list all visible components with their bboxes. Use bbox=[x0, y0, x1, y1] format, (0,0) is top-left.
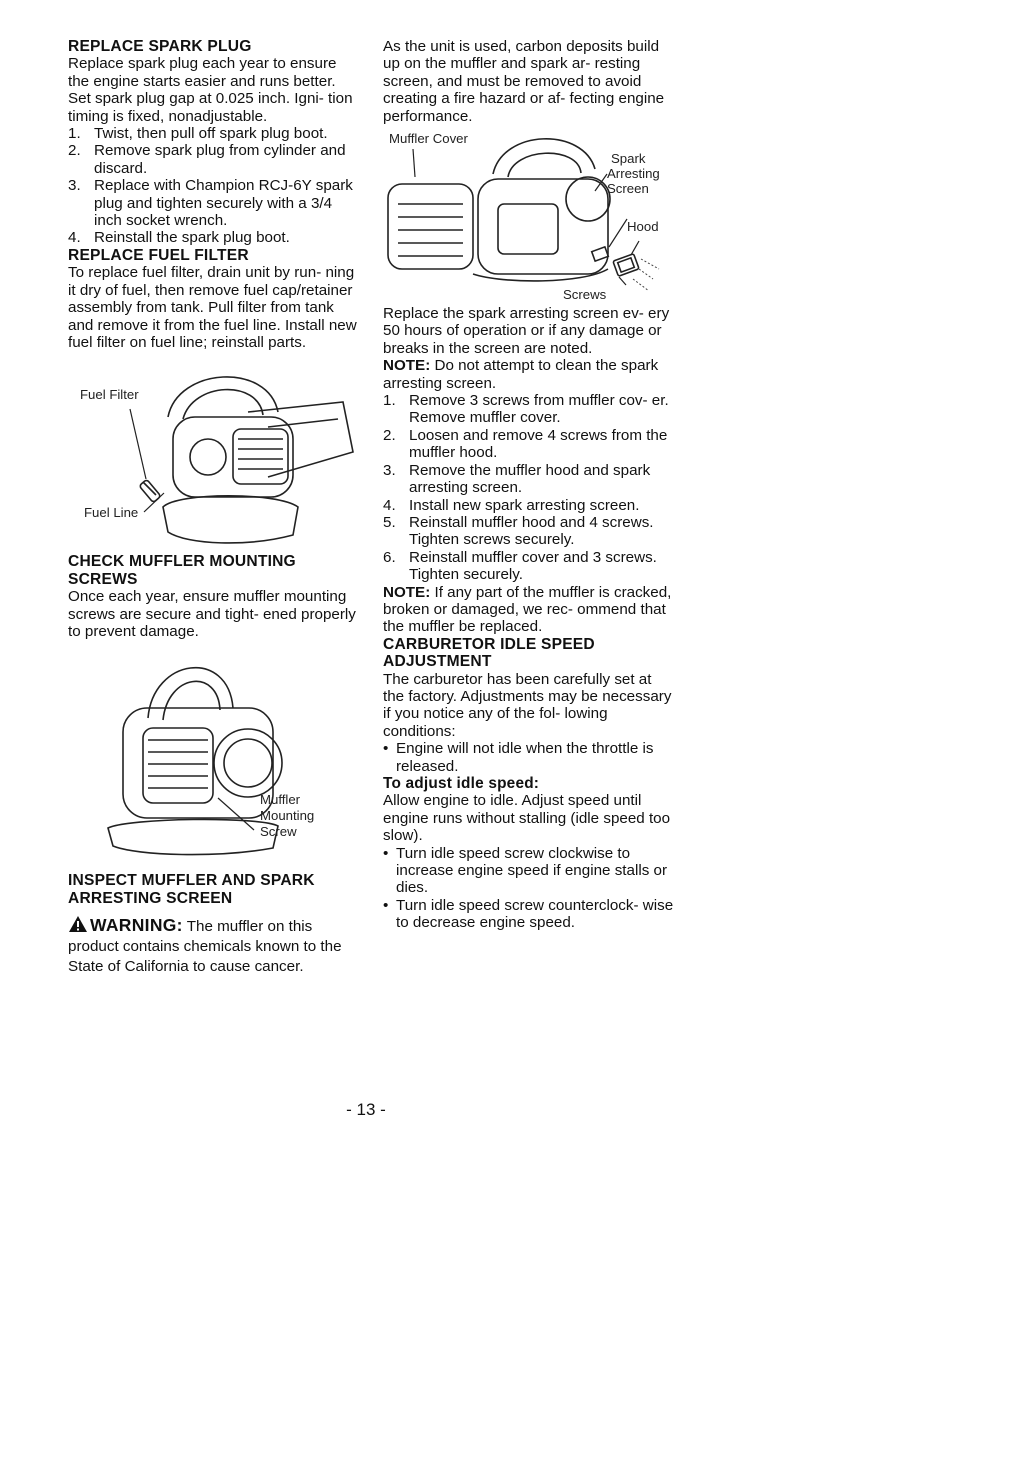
left-column bbox=[68, 38, 360, 977]
muffler-screws-body: Once each year, ensure muffler mounting screws are secure and tight- ened properly to prevent damage. bbox=[68, 588, 356, 640]
heading-carburetor-l2: ADJUSTMENT bbox=[383, 653, 492, 671]
list-item: • Turn idle speed screw counterclock- wise to decrease engine speed. bbox=[383, 897, 675, 932]
idle-steps bbox=[383, 845, 675, 932]
heading-carburetor-l1: CARBURETOR IDLE SPEED bbox=[383, 635, 595, 653]
blower-muffler-illustration bbox=[68, 648, 360, 868]
label-mounting: Mounting bbox=[260, 808, 315, 824]
label-hood: Hood bbox=[627, 219, 659, 235]
heading-check-muffler-l1: CHECK MUFFLER MOUNTING bbox=[68, 553, 296, 571]
heading-check-muffler-l2: SCREWS bbox=[68, 570, 138, 588]
heading-replace-spark-plug: REPLACE SPARK PLUG bbox=[68, 38, 252, 55]
right-column bbox=[383, 38, 675, 932]
heading-replace-fuel-filter: REPLACE FUEL FILTER bbox=[68, 246, 249, 264]
label-arresting: Arresting bbox=[607, 166, 660, 182]
list-item: 3. Replace with Champion RCJ-6Y spark plug and tighten securely with a 3/4 inch socket wrench. bbox=[68, 177, 353, 230]
list-item: 2. Loosen and remove 4 screws from the muffler hood. bbox=[383, 426, 668, 462]
blower-fuel-illustration bbox=[68, 357, 360, 549]
list-item: 4. Install new spark arresting screen. bbox=[383, 496, 640, 514]
label-fuel-line: Fuel Line bbox=[84, 505, 139, 521]
list-item: 3. Remove the muffler hood and spark arresting screen. bbox=[383, 461, 651, 497]
label-spark: Spark bbox=[611, 151, 646, 167]
heading-inspect-l2: ARRESTING SCREEN bbox=[68, 889, 233, 907]
list-item: • Engine will not idle when the throttle is released. bbox=[383, 740, 675, 775]
heading-adjust-idle: To adjust idle speed: bbox=[383, 775, 540, 792]
label-muffler-cover: Muffler Cover bbox=[389, 131, 468, 147]
idle-body: Allow engine to idle. Adjust speed until engine runs without stalling (idle speed too slow). bbox=[383, 792, 671, 845]
spark-plug-steps bbox=[68, 125, 360, 247]
spark-plug-intro: Replace spark plug each year to ensure the engine starts easier and runs better. Set spark plug gap at 0.025 inch. Igni- tion timing is fixed, nonadjustable. bbox=[68, 55, 353, 125]
replace-screen-text: Replace the spark arresting screen ev- ery 50 hours of operation or if any damage or breaks in the screen are noted. bbox=[383, 305, 670, 357]
list-item: 6. Reinstall muffler cover and 3 screws. Tighten securely. bbox=[383, 548, 657, 584]
fuel-filter-figure bbox=[68, 357, 360, 549]
warning-triangle-icon bbox=[68, 915, 88, 933]
list-item: 1. Twist, then pull off spark plug boot. bbox=[68, 125, 328, 143]
list-item: • Turn idle speed screw clockwise to increase engine speed if engine stalls or dies. bbox=[383, 845, 675, 897]
fuel-filter-body: To replace fuel filter, drain unit by run- ning it dry of fuel, then remove fuel cap/retainer assembly from tank. Pull filter from tank and remove it from the fuel line. Install new fuel filter on fuel line; reinstall parts. bbox=[68, 264, 357, 351]
warning-text: The muffler on this product contains chemicals known to the State of California to cause cancer. bbox=[68, 918, 342, 976]
muffler-screw-figure bbox=[68, 648, 360, 868]
list-item: 2. Remove spark plug from cylinder and discard. bbox=[68, 142, 346, 177]
warning-block bbox=[68, 915, 360, 977]
label-muffler: Muffler bbox=[260, 792, 301, 808]
warning-label: WARNING: bbox=[90, 915, 183, 936]
note-replace-muffler: NOTE: If any part of the muffler is cracked, broken or damaged, we rec- ommend that the muffler be replaced. bbox=[383, 583, 672, 636]
list-item: 4. Reinstall the spark plug boot. bbox=[68, 229, 290, 247]
list-item: 5. Reinstall muffler hood and 4 screws. Tighten screws securely. bbox=[383, 513, 654, 549]
heading-inspect-l1: INSPECT MUFFLER AND SPARK bbox=[68, 872, 315, 890]
carbon-intro: As the unit is used, carbon deposits build up on the muffler and spark ar- resting screen, and must be removed to avoid creating a fire hazard or af- fecting engine performance. bbox=[383, 38, 665, 125]
spark-screen-figure bbox=[383, 129, 675, 301]
label-screws: Screws bbox=[563, 287, 607, 303]
carburetor-conditions bbox=[383, 740, 675, 775]
carburetor-body: The carburetor has been carefully set at the factory. Adjustments may be necessary if you notice any of the fol- lowing conditions: bbox=[383, 670, 672, 740]
screen-steps bbox=[383, 392, 675, 583]
list-item: 1. Remove 3 screws from muffler cov- er. Remove muffler cover. bbox=[383, 392, 669, 427]
label-screw: Screw bbox=[260, 824, 297, 840]
note-clean: NOTE: Do not attempt to clean the spark arresting screen. bbox=[383, 357, 659, 392]
label-screen: Screen bbox=[607, 181, 649, 197]
page-number: - 13 - bbox=[346, 1100, 386, 1119]
label-fuel-filter: Fuel Filter bbox=[80, 387, 139, 403]
